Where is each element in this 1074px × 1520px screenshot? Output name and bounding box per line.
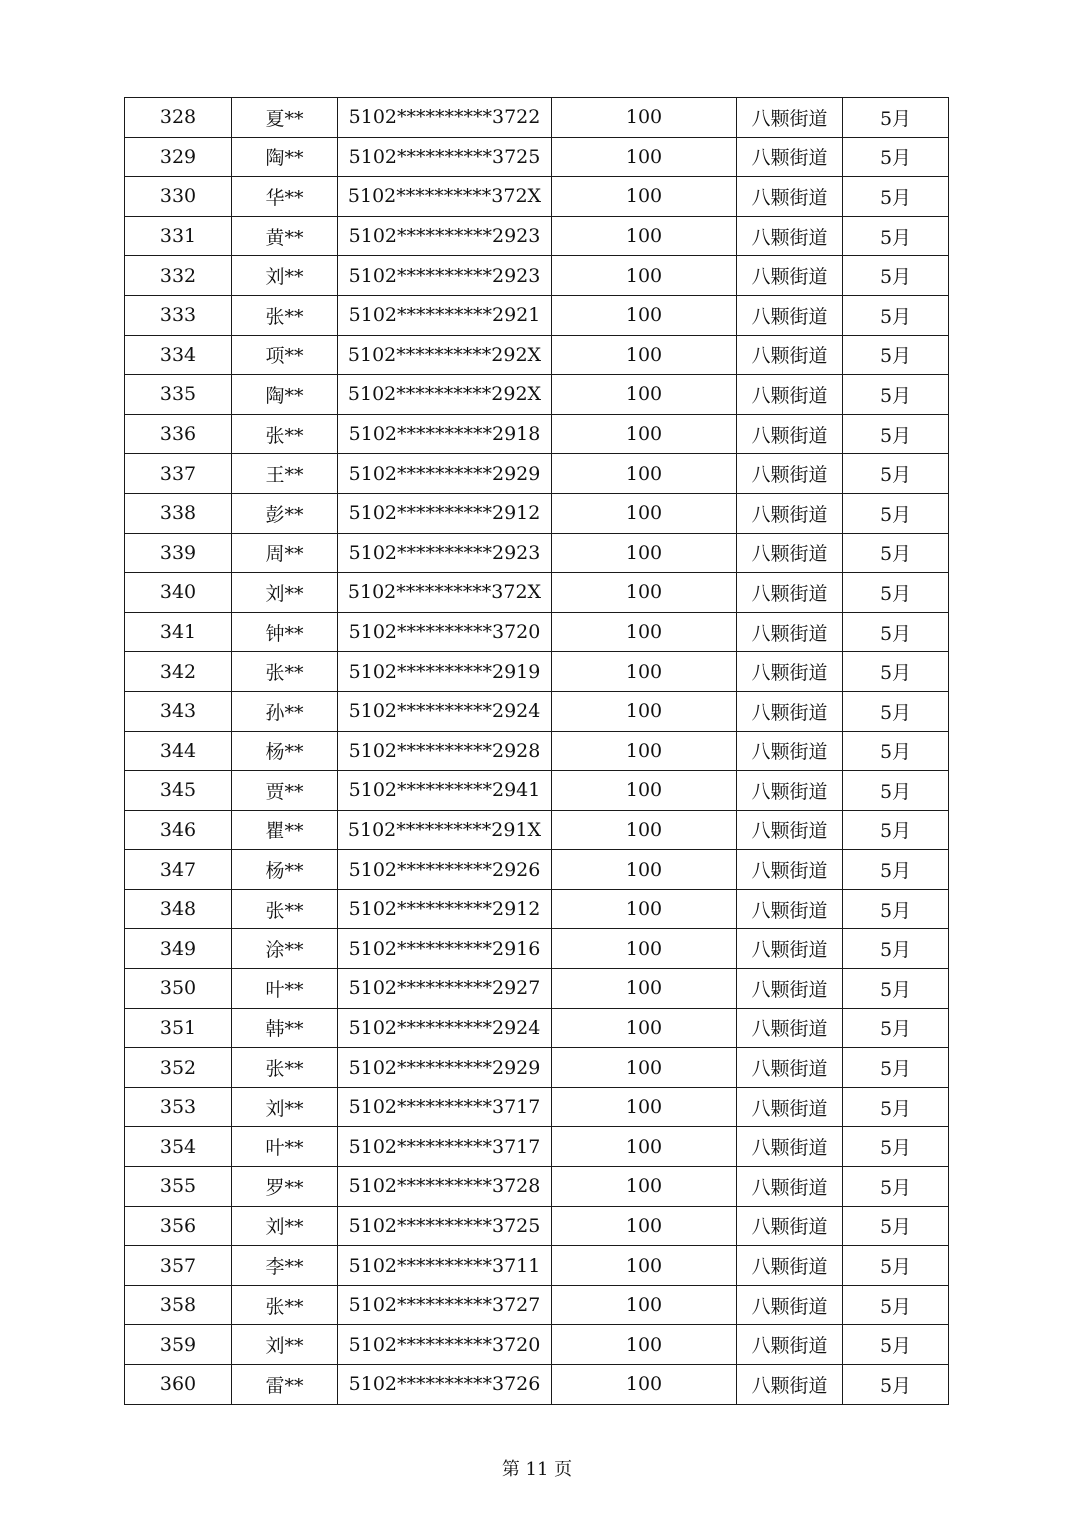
cell-name: 张** — [232, 652, 338, 692]
cell-amount: 100 — [552, 1285, 737, 1325]
cell-id-number: 5102**********3717 — [338, 1127, 552, 1167]
cell-name: 杨** — [232, 731, 338, 771]
cell-month: 5月 — [843, 810, 949, 850]
table-row — [125, 375, 949, 415]
cell-amount: 100 — [552, 295, 737, 335]
cell-index: 353 — [125, 1087, 232, 1127]
cell-id-number: 5102**********2918 — [338, 414, 552, 454]
cell-id-number: 5102**********2941 — [338, 771, 552, 811]
cell-id-number: 5102**********372X — [338, 177, 552, 217]
cell-index: 348 — [125, 889, 232, 929]
cell-index: 333 — [125, 295, 232, 335]
cell-index: 329 — [125, 137, 232, 177]
cell-street: 八颗街道 — [737, 414, 843, 454]
table-row — [125, 216, 949, 256]
cell-street: 八颗街道 — [737, 335, 843, 375]
table-row — [125, 1127, 949, 1167]
cell-month: 5月 — [843, 850, 949, 890]
cell-amount: 100 — [552, 612, 737, 652]
cell-index: 328 — [125, 98, 232, 138]
cell-index: 332 — [125, 256, 232, 296]
table-row — [125, 1008, 949, 1048]
cell-index: 359 — [125, 1325, 232, 1365]
cell-street: 八颗街道 — [737, 1206, 843, 1246]
table-row — [125, 1246, 949, 1286]
cell-month: 5月 — [843, 1008, 949, 1048]
cell-amount: 100 — [552, 335, 737, 375]
cell-month: 5月 — [843, 216, 949, 256]
cell-street: 八颗街道 — [737, 1127, 843, 1167]
cell-month: 5月 — [843, 1087, 949, 1127]
table-row — [125, 295, 949, 335]
cell-name: 张** — [232, 295, 338, 335]
cell-street: 八颗街道 — [737, 493, 843, 533]
cell-street: 八颗街道 — [737, 850, 843, 890]
cell-name: 周** — [232, 533, 338, 573]
cell-street: 八颗街道 — [737, 691, 843, 731]
cell-name: 黄** — [232, 216, 338, 256]
cell-amount: 100 — [552, 1206, 737, 1246]
cell-id-number: 5102**********3720 — [338, 1325, 552, 1365]
cell-index: 357 — [125, 1246, 232, 1286]
cell-month: 5月 — [843, 1048, 949, 1088]
cell-id-number: 5102**********2916 — [338, 929, 552, 969]
cell-index: 335 — [125, 375, 232, 415]
cell-street: 八颗街道 — [737, 969, 843, 1009]
cell-amount: 100 — [552, 969, 737, 1009]
cell-street: 八颗街道 — [737, 889, 843, 929]
cell-id-number: 5102**********3726 — [338, 1365, 552, 1405]
cell-index: 343 — [125, 691, 232, 731]
table-row — [125, 454, 949, 494]
cell-street: 八颗街道 — [737, 1087, 843, 1127]
cell-id-number: 5102**********292X — [338, 335, 552, 375]
cell-id-number: 5102**********2924 — [338, 691, 552, 731]
cell-amount: 100 — [552, 810, 737, 850]
cell-id-number: 5102**********2912 — [338, 493, 552, 533]
table-row — [125, 98, 949, 138]
table-row — [125, 929, 949, 969]
table-row — [125, 612, 949, 652]
cell-index: 334 — [125, 335, 232, 375]
cell-amount: 100 — [552, 652, 737, 692]
cell-index: 351 — [125, 1008, 232, 1048]
cell-street: 八颗街道 — [737, 1325, 843, 1365]
cell-amount: 100 — [552, 137, 737, 177]
cell-amount: 100 — [552, 1087, 737, 1127]
cell-amount: 100 — [552, 1008, 737, 1048]
cell-month: 5月 — [843, 493, 949, 533]
cell-id-number: 5102**********372X — [338, 573, 552, 613]
cell-month: 5月 — [843, 414, 949, 454]
cell-street: 八颗街道 — [737, 375, 843, 415]
cell-street: 八颗街道 — [737, 573, 843, 613]
cell-month: 5月 — [843, 691, 949, 731]
cell-name: 罗** — [232, 1167, 338, 1207]
cell-name: 夏** — [232, 98, 338, 138]
table-row — [125, 969, 949, 1009]
cell-index: 346 — [125, 810, 232, 850]
cell-index: 331 — [125, 216, 232, 256]
cell-index: 354 — [125, 1127, 232, 1167]
cell-name: 张** — [232, 889, 338, 929]
cell-id-number: 5102**********3720 — [338, 612, 552, 652]
cell-amount: 100 — [552, 573, 737, 613]
cell-amount: 100 — [552, 889, 737, 929]
cell-index: 345 — [125, 771, 232, 811]
cell-street: 八颗街道 — [737, 1008, 843, 1048]
cell-street: 八颗街道 — [737, 771, 843, 811]
data-table — [124, 97, 949, 1405]
cell-street: 八颗街道 — [737, 810, 843, 850]
cell-id-number: 5102**********292X — [338, 375, 552, 415]
cell-id-number: 5102**********2919 — [338, 652, 552, 692]
cell-street: 八颗街道 — [737, 652, 843, 692]
cell-id-number: 5102**********3728 — [338, 1167, 552, 1207]
cell-index: 340 — [125, 573, 232, 613]
table-row — [125, 731, 949, 771]
table-row — [125, 652, 949, 692]
cell-index: 336 — [125, 414, 232, 454]
cell-id-number: 5102**********3722 — [338, 98, 552, 138]
cell-month: 5月 — [843, 137, 949, 177]
cell-name: 华** — [232, 177, 338, 217]
cell-name: 陶** — [232, 137, 338, 177]
cell-street: 八颗街道 — [737, 1167, 843, 1207]
cell-month: 5月 — [843, 889, 949, 929]
table-row — [125, 1325, 949, 1365]
cell-street: 八颗街道 — [737, 216, 843, 256]
table-row — [125, 256, 949, 296]
cell-month: 5月 — [843, 1285, 949, 1325]
cell-street: 八颗街道 — [737, 98, 843, 138]
cell-name: 刘** — [232, 1325, 338, 1365]
cell-month: 5月 — [843, 256, 949, 296]
cell-amount: 100 — [552, 177, 737, 217]
cell-name: 孙** — [232, 691, 338, 731]
cell-street: 八颗街道 — [737, 1365, 843, 1405]
table-row — [125, 177, 949, 217]
table-row — [125, 771, 949, 811]
cell-id-number: 5102**********2912 — [338, 889, 552, 929]
cell-amount: 100 — [552, 1167, 737, 1207]
cell-month: 5月 — [843, 969, 949, 1009]
table-row — [125, 1087, 949, 1127]
cell-month: 5月 — [843, 929, 949, 969]
cell-index: 350 — [125, 969, 232, 1009]
cell-id-number: 5102**********3725 — [338, 1206, 552, 1246]
cell-name: 钟** — [232, 612, 338, 652]
table-row — [125, 850, 949, 890]
cell-month: 5月 — [843, 375, 949, 415]
cell-id-number: 5102**********2921 — [338, 295, 552, 335]
cell-name: 李** — [232, 1246, 338, 1286]
table-row — [125, 1285, 949, 1325]
cell-street: 八颗街道 — [737, 533, 843, 573]
cell-name: 叶** — [232, 1127, 338, 1167]
cell-street: 八颗街道 — [737, 1048, 843, 1088]
cell-index: 344 — [125, 731, 232, 771]
cell-index: 338 — [125, 493, 232, 533]
cell-month: 5月 — [843, 1365, 949, 1405]
cell-name: 叶** — [232, 969, 338, 1009]
cell-amount: 100 — [552, 1325, 737, 1365]
cell-month: 5月 — [843, 177, 949, 217]
cell-name: 王** — [232, 454, 338, 494]
cell-month: 5月 — [843, 612, 949, 652]
table-row — [125, 1365, 949, 1405]
cell-name: 杨** — [232, 850, 338, 890]
cell-name: 刘** — [232, 573, 338, 613]
cell-month: 5月 — [843, 533, 949, 573]
cell-month: 5月 — [843, 731, 949, 771]
cell-amount: 100 — [552, 929, 737, 969]
cell-month: 5月 — [843, 771, 949, 811]
cell-name: 刘** — [232, 256, 338, 296]
page-number: 第 11 页 — [501, 1459, 573, 1480]
cell-name: 贾** — [232, 771, 338, 811]
cell-month: 5月 — [843, 295, 949, 335]
cell-street: 八颗街道 — [737, 454, 843, 494]
cell-amount: 100 — [552, 850, 737, 890]
cell-street: 八颗街道 — [737, 731, 843, 771]
cell-index: 330 — [125, 177, 232, 217]
cell-index: 352 — [125, 1048, 232, 1088]
cell-name: 张** — [232, 1285, 338, 1325]
cell-month: 5月 — [843, 1246, 949, 1286]
cell-amount: 100 — [552, 216, 737, 256]
cell-street: 八颗街道 — [737, 295, 843, 335]
cell-street: 八颗街道 — [737, 137, 843, 177]
cell-amount: 100 — [552, 493, 737, 533]
cell-name: 张** — [232, 414, 338, 454]
cell-amount: 100 — [552, 454, 737, 494]
cell-amount: 100 — [552, 731, 737, 771]
table-row — [125, 1048, 949, 1088]
cell-month: 5月 — [843, 454, 949, 494]
cell-name: 瞿** — [232, 810, 338, 850]
cell-id-number: 5102**********2924 — [338, 1008, 552, 1048]
table-row — [125, 493, 949, 533]
cell-index: 337 — [125, 454, 232, 494]
table-body — [125, 98, 949, 1405]
cell-amount: 100 — [552, 691, 737, 731]
table-row — [125, 1206, 949, 1246]
cell-month: 5月 — [843, 1206, 949, 1246]
cell-street: 八颗街道 — [737, 177, 843, 217]
cell-month: 5月 — [843, 1325, 949, 1365]
cell-id-number: 5102**********3711 — [338, 1246, 552, 1286]
cell-name: 韩** — [232, 1008, 338, 1048]
cell-id-number: 5102**********2923 — [338, 533, 552, 573]
cell-amount: 100 — [552, 256, 737, 296]
table-row — [125, 137, 949, 177]
cell-id-number: 5102**********2929 — [338, 1048, 552, 1088]
table-row — [125, 1167, 949, 1207]
cell-amount: 100 — [552, 533, 737, 573]
cell-month: 5月 — [843, 335, 949, 375]
cell-index: 356 — [125, 1206, 232, 1246]
cell-month: 5月 — [843, 1167, 949, 1207]
cell-id-number: 5102**********2928 — [338, 731, 552, 771]
table-row — [125, 533, 949, 573]
cell-id-number: 5102**********3725 — [338, 137, 552, 177]
cell-index: 349 — [125, 929, 232, 969]
cell-index: 342 — [125, 652, 232, 692]
cell-street: 八颗街道 — [737, 929, 843, 969]
cell-index: 355 — [125, 1167, 232, 1207]
table-row — [125, 573, 949, 613]
table-row — [125, 691, 949, 731]
cell-name: 涂** — [232, 929, 338, 969]
cell-name: 张** — [232, 1048, 338, 1088]
cell-index: 347 — [125, 850, 232, 890]
cell-amount: 100 — [552, 1365, 737, 1405]
cell-id-number: 5102**********2929 — [338, 454, 552, 494]
cell-amount: 100 — [552, 771, 737, 811]
cell-amount: 100 — [552, 1127, 737, 1167]
cell-id-number: 5102**********2923 — [338, 256, 552, 296]
cell-name: 陶** — [232, 375, 338, 415]
cell-street: 八颗街道 — [737, 1285, 843, 1325]
cell-street: 八颗街道 — [737, 612, 843, 652]
table-row — [125, 335, 949, 375]
cell-id-number: 5102**********2923 — [338, 216, 552, 256]
cell-month: 5月 — [843, 1127, 949, 1167]
cell-id-number: 5102**********3717 — [338, 1087, 552, 1127]
cell-month: 5月 — [843, 652, 949, 692]
cell-amount: 100 — [552, 375, 737, 415]
cell-id-number: 5102**********2926 — [338, 850, 552, 890]
cell-street: 八颗街道 — [737, 256, 843, 296]
cell-street: 八颗街道 — [737, 1246, 843, 1286]
cell-name: 雷** — [232, 1365, 338, 1405]
cell-month: 5月 — [843, 98, 949, 138]
cell-id-number: 5102**********2927 — [338, 969, 552, 1009]
cell-name: 项** — [232, 335, 338, 375]
table-row — [125, 810, 949, 850]
cell-name: 刘** — [232, 1206, 338, 1246]
cell-month: 5月 — [843, 573, 949, 613]
cell-index: 341 — [125, 612, 232, 652]
cell-amount: 100 — [552, 1246, 737, 1286]
cell-amount: 100 — [552, 1048, 737, 1088]
cell-id-number: 5102**********291X — [338, 810, 552, 850]
cell-index: 339 — [125, 533, 232, 573]
cell-id-number: 5102**********3727 — [338, 1285, 552, 1325]
cell-amount: 100 — [552, 98, 737, 138]
cell-index: 360 — [125, 1365, 232, 1405]
cell-index: 358 — [125, 1285, 232, 1325]
cell-amount: 100 — [552, 414, 737, 454]
table-row — [125, 889, 949, 929]
cell-name: 刘** — [232, 1087, 338, 1127]
cell-name: 彭** — [232, 493, 338, 533]
table-row — [125, 414, 949, 454]
